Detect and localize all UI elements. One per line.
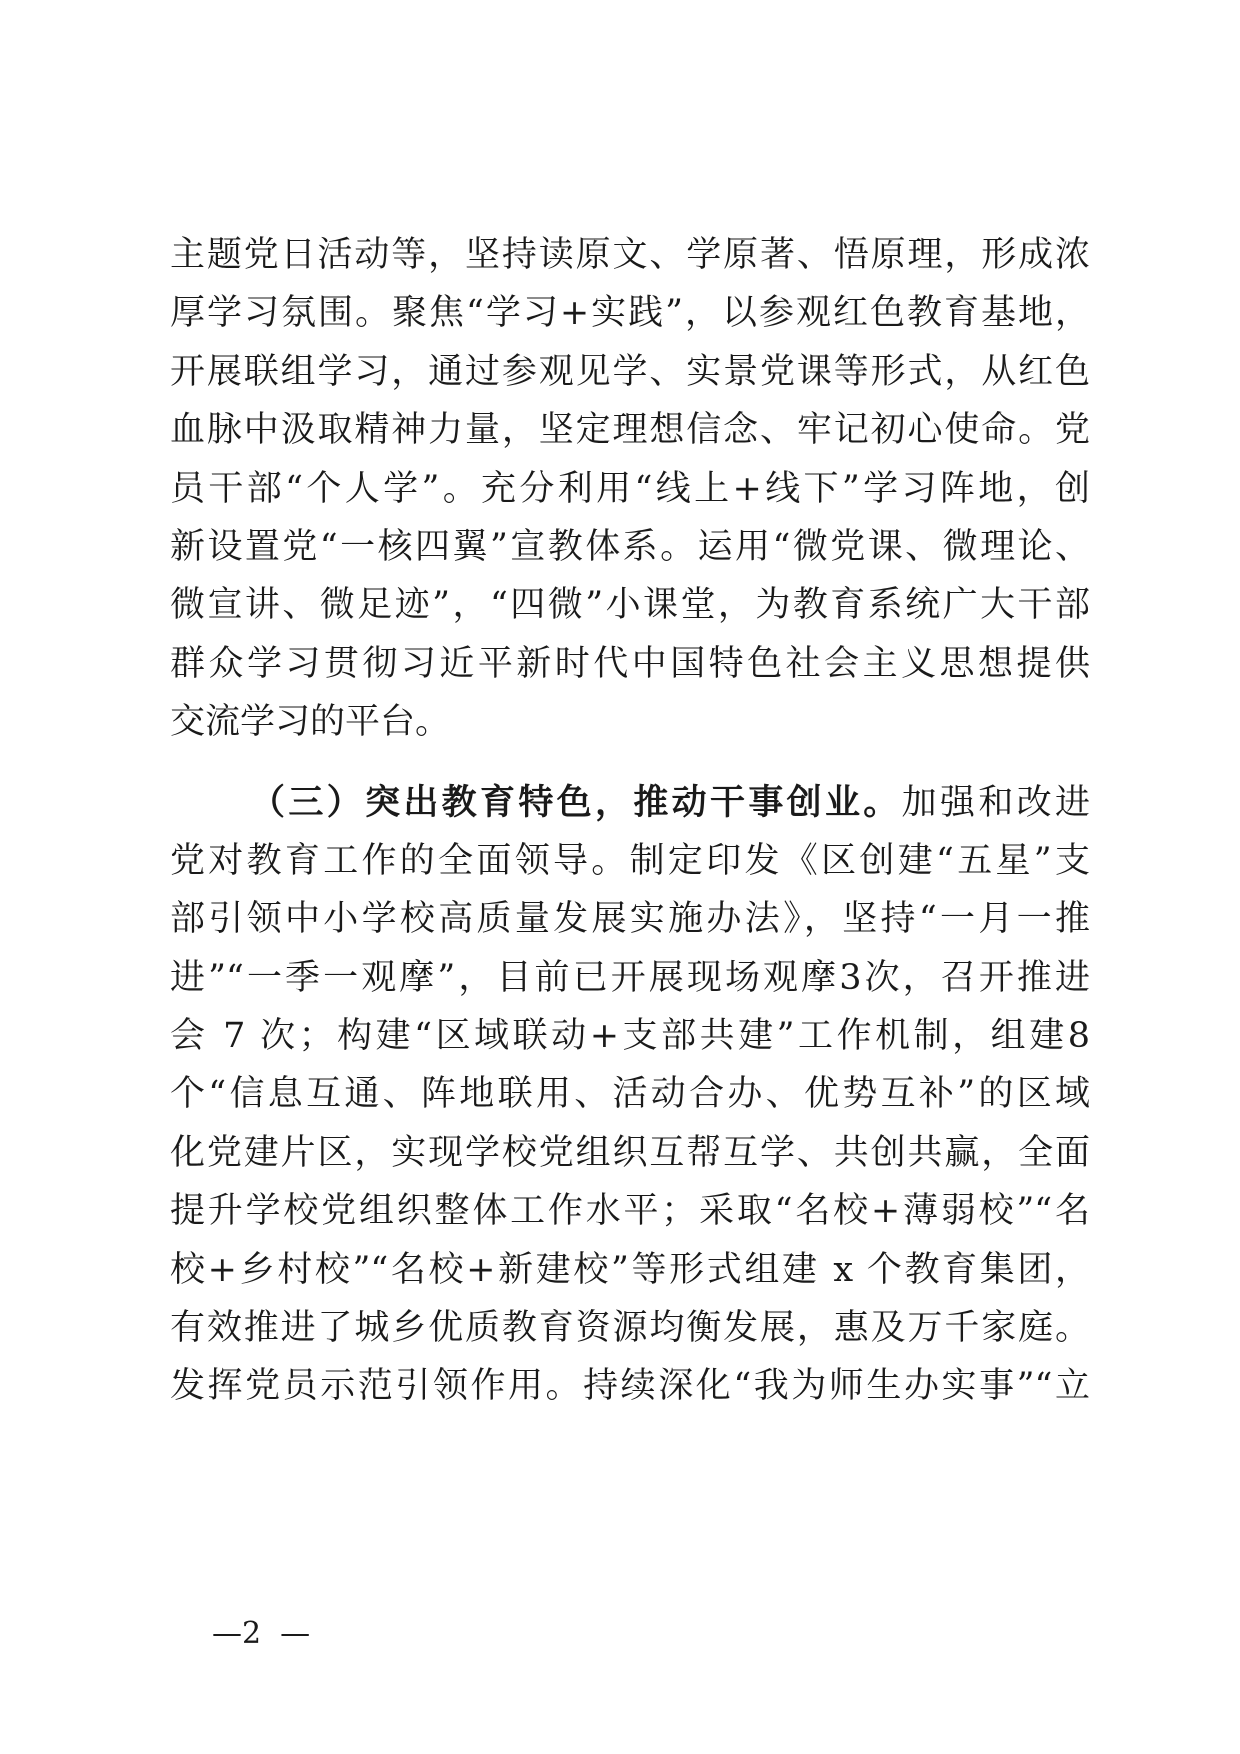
text-line: 厚学习氛围。聚焦“学习+实践”，以参观红色教育基地， [170, 293, 1090, 334]
text-line: 进”“一季一观摩”，目前已开展现场观摩3次，召开推进 [170, 957, 1090, 998]
text-line: 会 7 次；构建“区域联动+支部共建”工作机制，组建8 [170, 1016, 1090, 1057]
text-line: 交流学习的平台。 [170, 702, 451, 743]
text-line: 部引领中小学校高质量发展实施办法》，坚持“一月一推 [170, 899, 1090, 940]
text-line: 发挥党员示范引领作用。持续深化“我为师生办实事”“立 [170, 1366, 1090, 1407]
page-number: —2 — [212, 1616, 311, 1651]
body-text [170, 226, 1090, 1416]
text-line: 开展联组学习，通过参观见学、实景党课等形式，从红色 [170, 351, 1090, 392]
text-line: 新设置党“一核四翼”宣教体系。运用“微党课、微理论、 [170, 526, 1090, 567]
heading-line-text: 加强和改进 [901, 782, 1090, 823]
text-line: 提升学校党组织整体工作水平；采取“名校+薄弱校”“名 [170, 1191, 1090, 1232]
section-heading-line [170, 774, 1090, 832]
text-line: 化党建片区，实现学校党组织互帮互学、共创共赢，全面 [170, 1132, 1090, 1173]
text-line: 员干部“个人学”。充分利用“线上+线下”学习阵地，创 [170, 468, 1090, 509]
text-line: 有效推进了城乡优质教育资源均衡发展，惠及万千家庭。 [170, 1308, 1090, 1349]
paragraph-gap [170, 752, 1090, 774]
paragraph-1 [170, 226, 1090, 752]
text-line: 主题党日活动等，坚持读原文、学原著、悟原理，形成浓 [170, 235, 1090, 275]
text-line: 个“信息互通、阵地联用、活动合办、优势互补”的区域 [170, 1074, 1090, 1115]
text-line: 血脉中汲取精神力量，坚定理想信念、牢记初心使命。党 [170, 410, 1090, 451]
text-line: 微宣讲、微足迹”，“四微”小课堂，为教育系统广大干部 [170, 585, 1090, 626]
section-heading: （三）突出教育特色，推动干事创业。 [250, 781, 902, 823]
paragraph-2 [170, 774, 1090, 1416]
text-line: 校+乡村校”“名校+新建校”等形式组建 x 个教育集团， [170, 1249, 1090, 1290]
text-line: 群众学习贯彻习近平新时代中国特色社会主义思想提供 [170, 643, 1090, 684]
text-line: 党对教育工作的全面领导。制定印发《区创建“五星”支 [170, 840, 1090, 881]
